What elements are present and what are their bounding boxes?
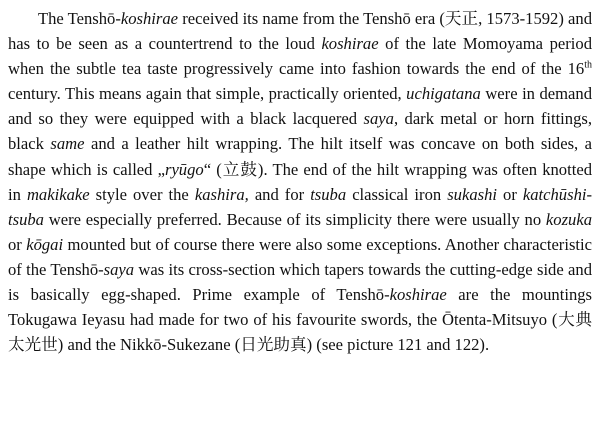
- text-segment: , dark metal or horn fittings, black: [8, 109, 592, 154]
- text-segment: century. This means again that simple, practically oriented,: [8, 84, 407, 104]
- text-segment: The Tenshō-: [38, 9, 121, 28]
- italic-term: sukashi: [447, 184, 497, 204]
- text-segment: or: [8, 234, 27, 254]
- italic-term: kōgai: [26, 234, 64, 254]
- italic-term: koshirae: [120, 9, 179, 28]
- text-segment: mounted but of course there were also some exceptions. Another characteristic of the Tenshō-: [8, 234, 592, 279]
- text-segment: classical iron: [346, 184, 448, 204]
- italic-term: same: [50, 134, 85, 154]
- italic-term: tsuba: [310, 184, 347, 204]
- text-segment: of the late Momoyama period when the subtle tea taste progressively came into fashion towards the end of the 16: [8, 34, 592, 79]
- italic-term: uchigatana: [406, 84, 481, 104]
- italic-term: koshirae: [389, 285, 447, 305]
- italic-term: katchūshi-tsuba: [8, 184, 592, 229]
- text-segment: was its cross-section which tapers towards the cutting-edge side and is basically egg-shaped. Prime example of Tenshō-: [8, 259, 592, 305]
- italic-term: saya: [103, 259, 135, 279]
- text-segment: received its name from the Tenshō era (天正, 1573-1592) and has to be seen as a countertrend to the loud: [8, 9, 592, 54]
- text-segment: and a leather hilt wrapping. The hilt itself was concave on both sides, a shape which is called „: [8, 134, 592, 179]
- italic-term: ryūgo: [164, 159, 204, 179]
- text-segment: were in demand and so they were equipped with a black lacquered: [8, 84, 592, 129]
- text-segment: are the mountings Tokugawa Ieyasu had made for two of his favourite swords, the Ōtenta-Mitsuyo (大典太光世) and the Nikkō-Sukezane (日光助真) (see picture 121 and 122).: [8, 285, 592, 355]
- italic-term: makikake: [26, 184, 90, 204]
- text-segment: style over the: [89, 184, 195, 204]
- italic-term: kozuka: [545, 209, 592, 229]
- text-segment: or: [496, 184, 523, 204]
- italic-term: saya: [363, 109, 394, 129]
- ordinal-superscript: th: [584, 59, 592, 71]
- text-segment: and for: [248, 184, 311, 204]
- italic-term: kashira,: [194, 184, 249, 204]
- italic-term: koshirae: [321, 34, 379, 54]
- body-paragraph: [8, 6, 592, 357]
- text-segment: “ (立鼓). The end of the hilt wrapping was often knotted in: [8, 159, 592, 204]
- text-segment: were especially preferred. Because of its simplicity there were usually no: [43, 209, 546, 229]
